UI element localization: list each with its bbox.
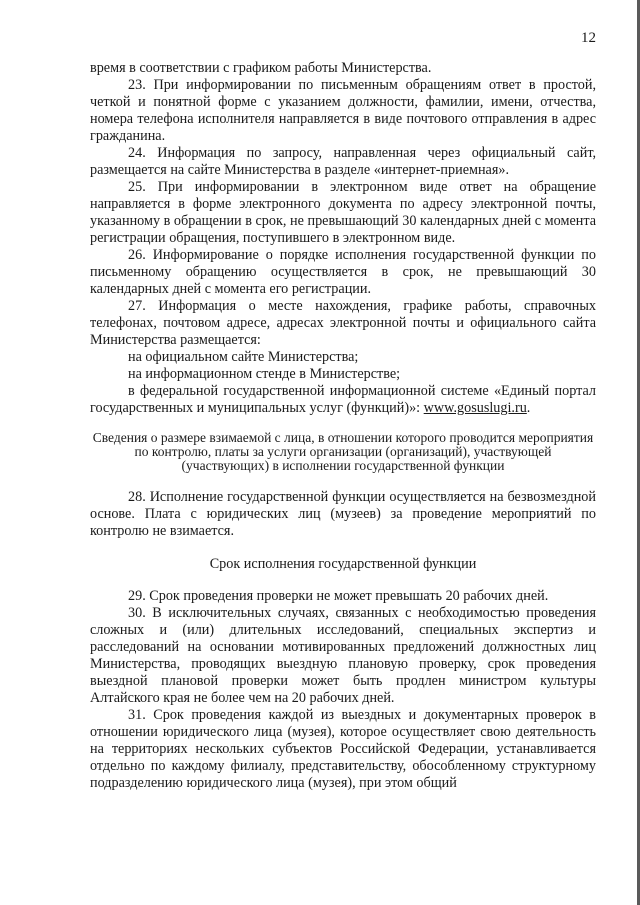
paragraph-29: 29. Срок проведения проверки не может превышать 20 рабочих дней. xyxy=(128,588,549,604)
paragraph-24: 24. Информация по запросу, направленная через официальный сайт, размещается на сайте Министерства в разделе «интернет-приемная». xyxy=(90,145,596,178)
paragraph-23: 23. При информировании по письменным обращениям ответ в простой, четкой и понятной форме с указанием должности, фамилии, имени, отчества, номера телефона исполнителя направляется в виде почтового отправления в адрес гражданина. xyxy=(90,77,596,144)
paragraph-continuation: время в соответствии с графиком работы Министерства. xyxy=(90,60,432,76)
page-number: 12 xyxy=(581,30,596,46)
paragraph-31: 31. Срок проведения каждой из выездных и документарных проверок в отношении юридического лица (музея), которое осуществляет свою деятельность на территориях нескольких субъектов Российской Федерации, устанавливается отдельно по каждому филиалу, представительству, обособленному структурному подразделению юридического лица (музея), при этом общий xyxy=(90,707,596,791)
gosuslugi-link[interactable]: www.gosuslugi.ru xyxy=(423,400,527,416)
paragraph-27: 27. Информация о месте нахождения, графике работы, справочных телефонах, почтовом адресе, адресах электронной почты и официального сайта Министерства размещается: xyxy=(90,298,596,348)
paragraph-30: 30. В исключительных случаях, связанных с необходимостью проведения сложных и (или) длительных исследований, специальных экспертиз и расследований на основании мотивированных предложений должностных лиц Министерства, проводящих выездную плановую проверку, срок проведения выездной плановой проверки может быть продлен министром культуры Алтайского края не более чем на 20 рабочих дней. xyxy=(90,605,596,706)
list-item-info-stand: на информационном стенде в Министерстве; xyxy=(128,366,401,382)
paragraph-26: 26. Информирование о порядке исполнения государственной функции по письменному обращению осуществляется в срок, не превышающий 30 календарных дней с момента его регистрации. xyxy=(90,247,596,297)
portal-text: в федеральной государственной информационной системе «Единый портал государственных и муниципальных услуг (функций)»: xyxy=(90,383,596,416)
section-heading-fee: Сведения о размере взимаемой с лица, в отношении которого проводится мероприятия по контролю, платы за услуги организации (организаций), участвующей (участвующих) в исполнении государственной функции xyxy=(92,430,594,473)
paragraph-25: 25. При информировании в электронном виде ответ на обращение направляется в форме электронного документа по адресу электронной почты, указанному в обращении в срок, не превышающий 30 календарных дней с момента регистрации обращения, поступившего в электронном виде. xyxy=(90,179,596,246)
list-item-official-site: на официальном сайте Министерства; xyxy=(128,349,359,365)
portal-text-end: . xyxy=(526,400,531,416)
section-heading-term: Срок исполнения государственной функции xyxy=(209,556,477,572)
paragraph-28: 28. Исполнение государственной функции осуществляется на безвозмездной основе. Плата с юридических лиц (музеев) за проведение мероприятий по контролю не взимается. xyxy=(90,489,596,539)
list-item-federal-portal xyxy=(90,383,596,417)
document-body xyxy=(90,60,596,792)
